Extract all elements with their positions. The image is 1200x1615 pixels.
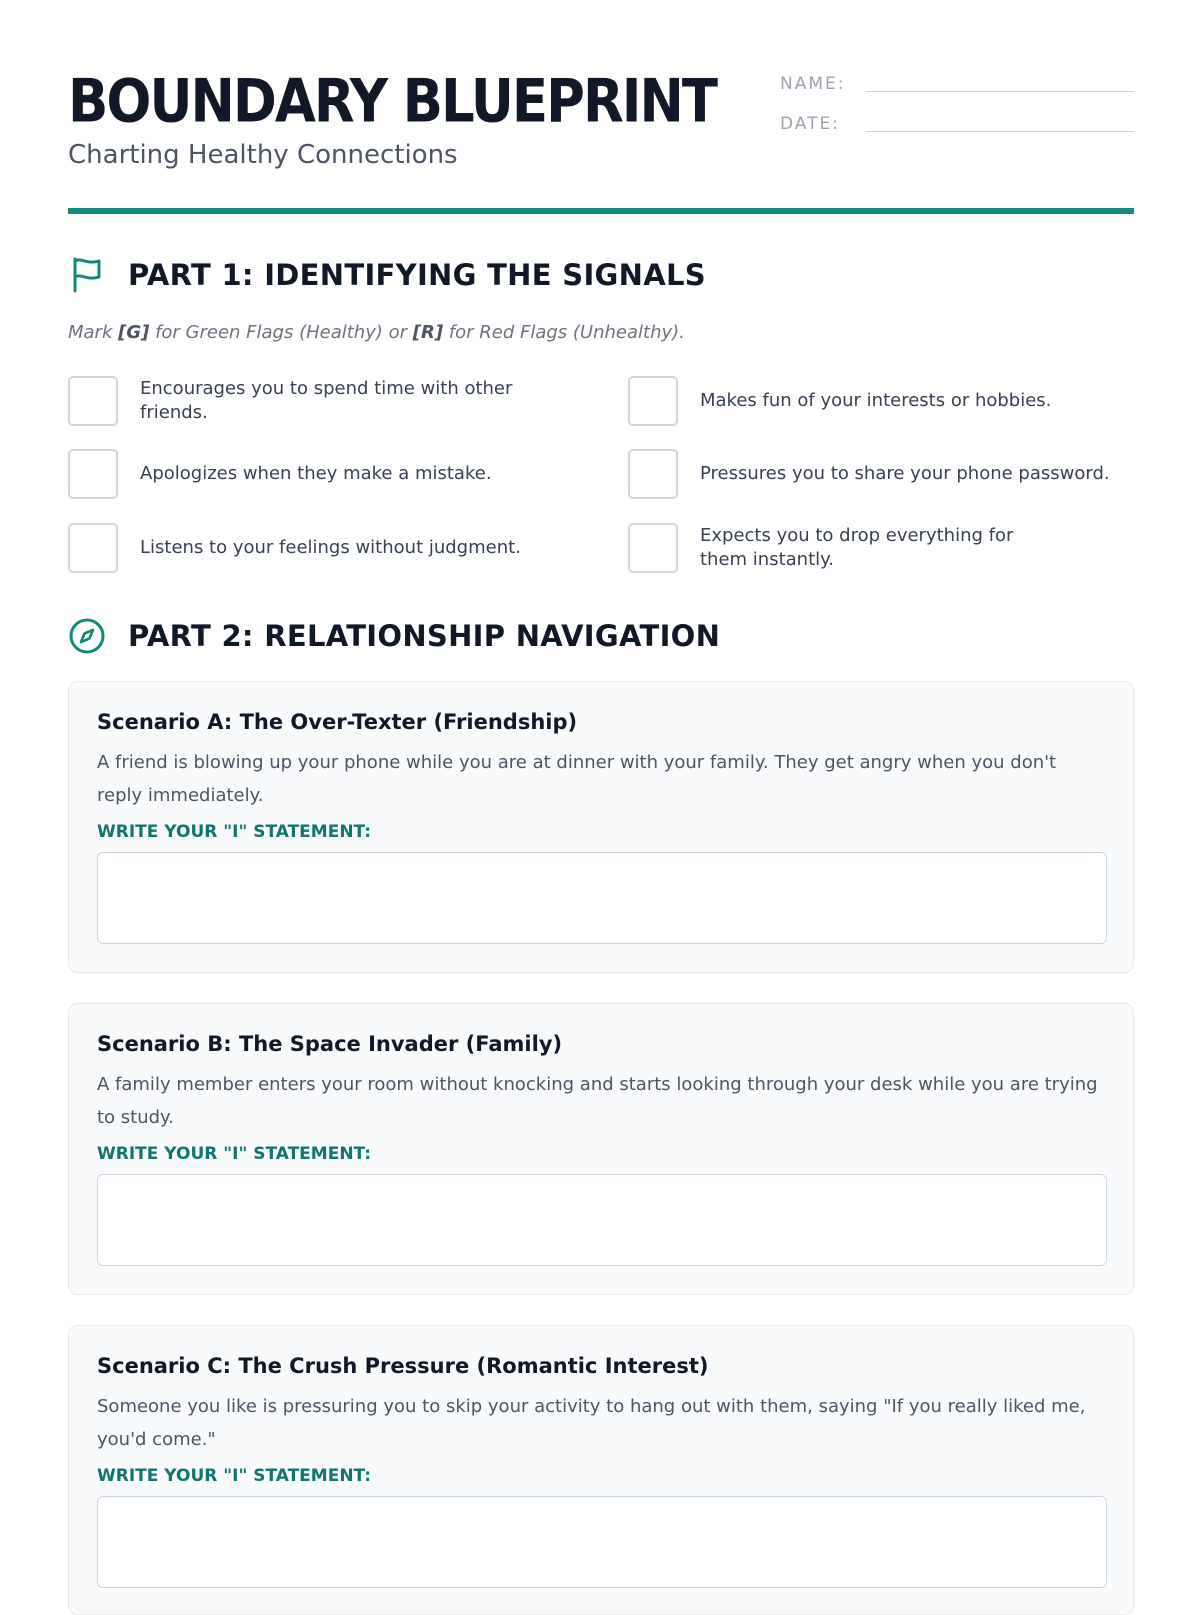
compass-icon <box>68 617 106 655</box>
scenario-card-b <box>68 1003 1134 1295</box>
statement-label: WRITE YOUR "I" STATEMENT: <box>97 822 372 842</box>
page-title: BOUNDARY BLUEPRINT <box>68 67 717 136</box>
name-line[interactable] <box>866 91 1134 92</box>
signal-label: Encourages you to spend time with other friends. <box>140 377 513 423</box>
flag-icon <box>68 256 106 294</box>
signal-checkbox[interactable] <box>68 376 118 426</box>
scenario-description: A family member enters your room without knocking and starts looking through your desk while you are trying to study. <box>97 1074 1098 1128</box>
signal-checkbox[interactable] <box>628 449 678 499</box>
scenario-title: Scenario B: The Space Invader (Family) <box>97 1032 563 1056</box>
statement-label: WRITE YOUR "I" STATEMENT: <box>97 1466 372 1486</box>
signal-item <box>628 521 1048 575</box>
signal-item <box>628 374 1148 428</box>
part1-title: PART 1: IDENTIFYING THE SIGNALS <box>128 258 706 292</box>
signal-label: Apologizes when they make a mistake. <box>140 462 492 484</box>
signal-checkbox[interactable] <box>628 376 678 426</box>
part1-instruction <box>68 322 685 343</box>
signal-item <box>68 447 568 501</box>
statement-label: WRITE YOUR "I" STATEMENT: <box>97 1144 372 1164</box>
worksheet-header <box>68 66 1134 216</box>
header-divider <box>68 208 1134 214</box>
signal-label: Listens to your feelings without judgment. <box>140 536 521 558</box>
green-flag-code: [G] <box>118 322 150 343</box>
signal-checkbox[interactable] <box>68 449 118 499</box>
part2-title: PART 2: RELATIONSHIP NAVIGATION <box>128 619 721 653</box>
signal-item <box>68 521 568 575</box>
date-field[interactable] <box>780 114 1134 134</box>
scenario-title: Scenario A: The Over-Texter (Friendship) <box>97 710 578 734</box>
scenario-title: Scenario C: The Crush Pressure (Romantic Interest) <box>97 1354 709 1378</box>
date-line[interactable] <box>866 131 1134 132</box>
scenario-description: Someone you like is pressuring you to skip your activity to hang out with them, saying "If you really liked me, you'd come." <box>97 1396 1086 1450</box>
scenario-card-c <box>68 1325 1134 1615</box>
part1-heading <box>68 256 706 294</box>
signal-label: Expects you to drop everything for them instantly. <box>700 524 1014 570</box>
statement-input[interactable] <box>97 1496 1107 1588</box>
red-flag-code: [R] <box>412 322 444 343</box>
signal-checkbox[interactable] <box>628 523 678 573</box>
instruction-text: for Green Flags (Healthy) or <box>149 322 413 343</box>
instruction-text: for Red Flags (Unhealthy). <box>443 322 685 343</box>
signal-label: Pressures you to share your phone password. <box>700 462 1110 484</box>
name-label: NAME: <box>780 74 846 94</box>
date-label: DATE: <box>780 114 840 134</box>
statement-input[interactable] <box>97 1174 1107 1266</box>
name-field[interactable] <box>780 74 1134 94</box>
scenario-description: A friend is blowing up your phone while you are at dinner with your family. They get angry when you don't reply immediately. <box>97 752 1057 806</box>
instruction-text: Mark <box>68 322 119 343</box>
scenario-card-a <box>68 681 1134 973</box>
signal-label: Makes fun of your interests or hobbies. <box>700 389 1052 411</box>
statement-input[interactable] <box>97 852 1107 944</box>
signal-item <box>68 374 568 428</box>
signal-item <box>628 447 1148 501</box>
page-subtitle: Charting Healthy Connections <box>68 140 458 170</box>
part2-heading <box>68 617 720 655</box>
signal-checkbox[interactable] <box>68 523 118 573</box>
